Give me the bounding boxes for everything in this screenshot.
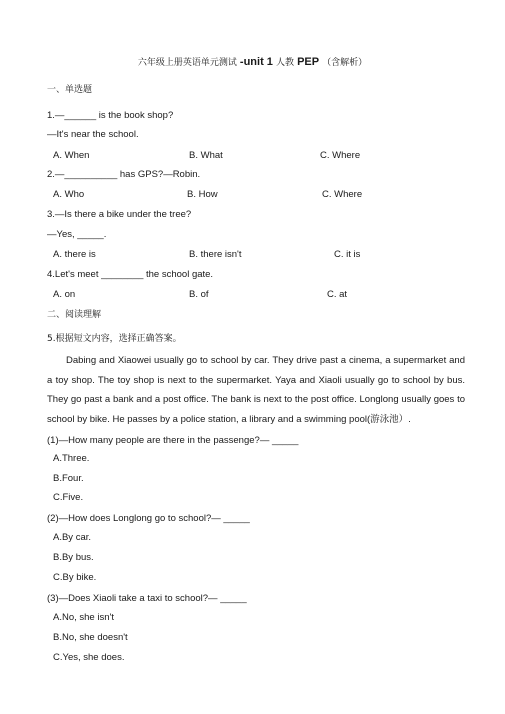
title-edition: PEP: [297, 56, 320, 68]
q5-instruction: 5.根据短文内容，选择正确答案。: [47, 334, 182, 344]
q4-option-b: B. of: [189, 289, 209, 300]
q5-sub2-option-b: B.By bus.: [53, 552, 94, 563]
document-title: [0, 55, 505, 68]
q3-option-b: B. there isn't: [189, 249, 242, 260]
section-single-choice-heading: 一、单选题: [47, 85, 93, 95]
q5-sub2-stem: (2)—How does Longlong go to school?— _____: [47, 513, 250, 524]
q1-stem: 1.—______ is the book shop?: [47, 110, 174, 121]
q1-option-c: C. Where: [320, 150, 361, 161]
q5-sub3-stem: (3)—Does Xiaoli take a taxi to school?— _____: [47, 593, 247, 604]
q5-sub1-stem: (1)—How many people are there in the passenge?— _____: [47, 435, 299, 446]
q5-sub3-option-b: B.No, she doesn't: [53, 632, 128, 643]
section-reading-heading: 二、阅读理解: [47, 310, 102, 320]
q3-option-a: A. there is: [53, 249, 96, 260]
q4-option-a: A. on: [53, 289, 76, 300]
q5-sub1-option-a: A.Three.: [53, 453, 90, 464]
q5-sub3-option-c: C.Yes, she does.: [53, 652, 125, 663]
q3-stem: 3.—Is there a bike under the tree?: [47, 209, 192, 220]
q3-option-c: C. it is: [334, 249, 361, 260]
q2-option-b: B. How: [187, 189, 218, 200]
q4-option-c: C. at: [327, 289, 348, 300]
q5-sub2-option-c: C.By bike.: [53, 572, 97, 583]
q5-sub1-option-b: B.Four.: [53, 473, 84, 484]
q5-stem: [47, 333, 182, 345]
q2-stem: 2.—__________ has GPS?—Robin.: [47, 169, 201, 180]
q1-option-b: B. What: [189, 150, 223, 161]
q1-reply: —It's near the school.: [47, 129, 139, 140]
title-chinese: 六年级上册英语单元测试: [137, 58, 237, 68]
reading-passage: Dabing and Xiaowei usually go to school by car. They drive past a cinema, a supermarket and a toy shop. The toy shop is next to the supermarket. Yaya and Xiaoli usually go to school by bus. They go past a bank and a post office. The bank is next to the post office. Longlong usually goes to school by bike. He passes by a police station, a library and a swimming pool(游泳池）.: [47, 355, 465, 425]
q4-stem: 4.Let's meet ________ the school gate.: [47, 269, 214, 280]
q5-sub1-option-c: C.Five.: [53, 492, 84, 503]
q2-option-c: C. Where: [322, 189, 363, 200]
title-unit: -unit 1: [239, 56, 273, 68]
q3-reply: —Yes, _____.: [47, 229, 107, 240]
q5-sub3-option-a: A.No, she isn't: [53, 612, 114, 623]
q2-option-a: A. Who: [53, 189, 85, 200]
q1-option-a: A. When: [53, 150, 90, 161]
title-note: （含解析）: [322, 58, 368, 68]
title-publisher: 人教: [275, 58, 294, 68]
q5-sub2-option-a: A.By car.: [53, 532, 92, 543]
